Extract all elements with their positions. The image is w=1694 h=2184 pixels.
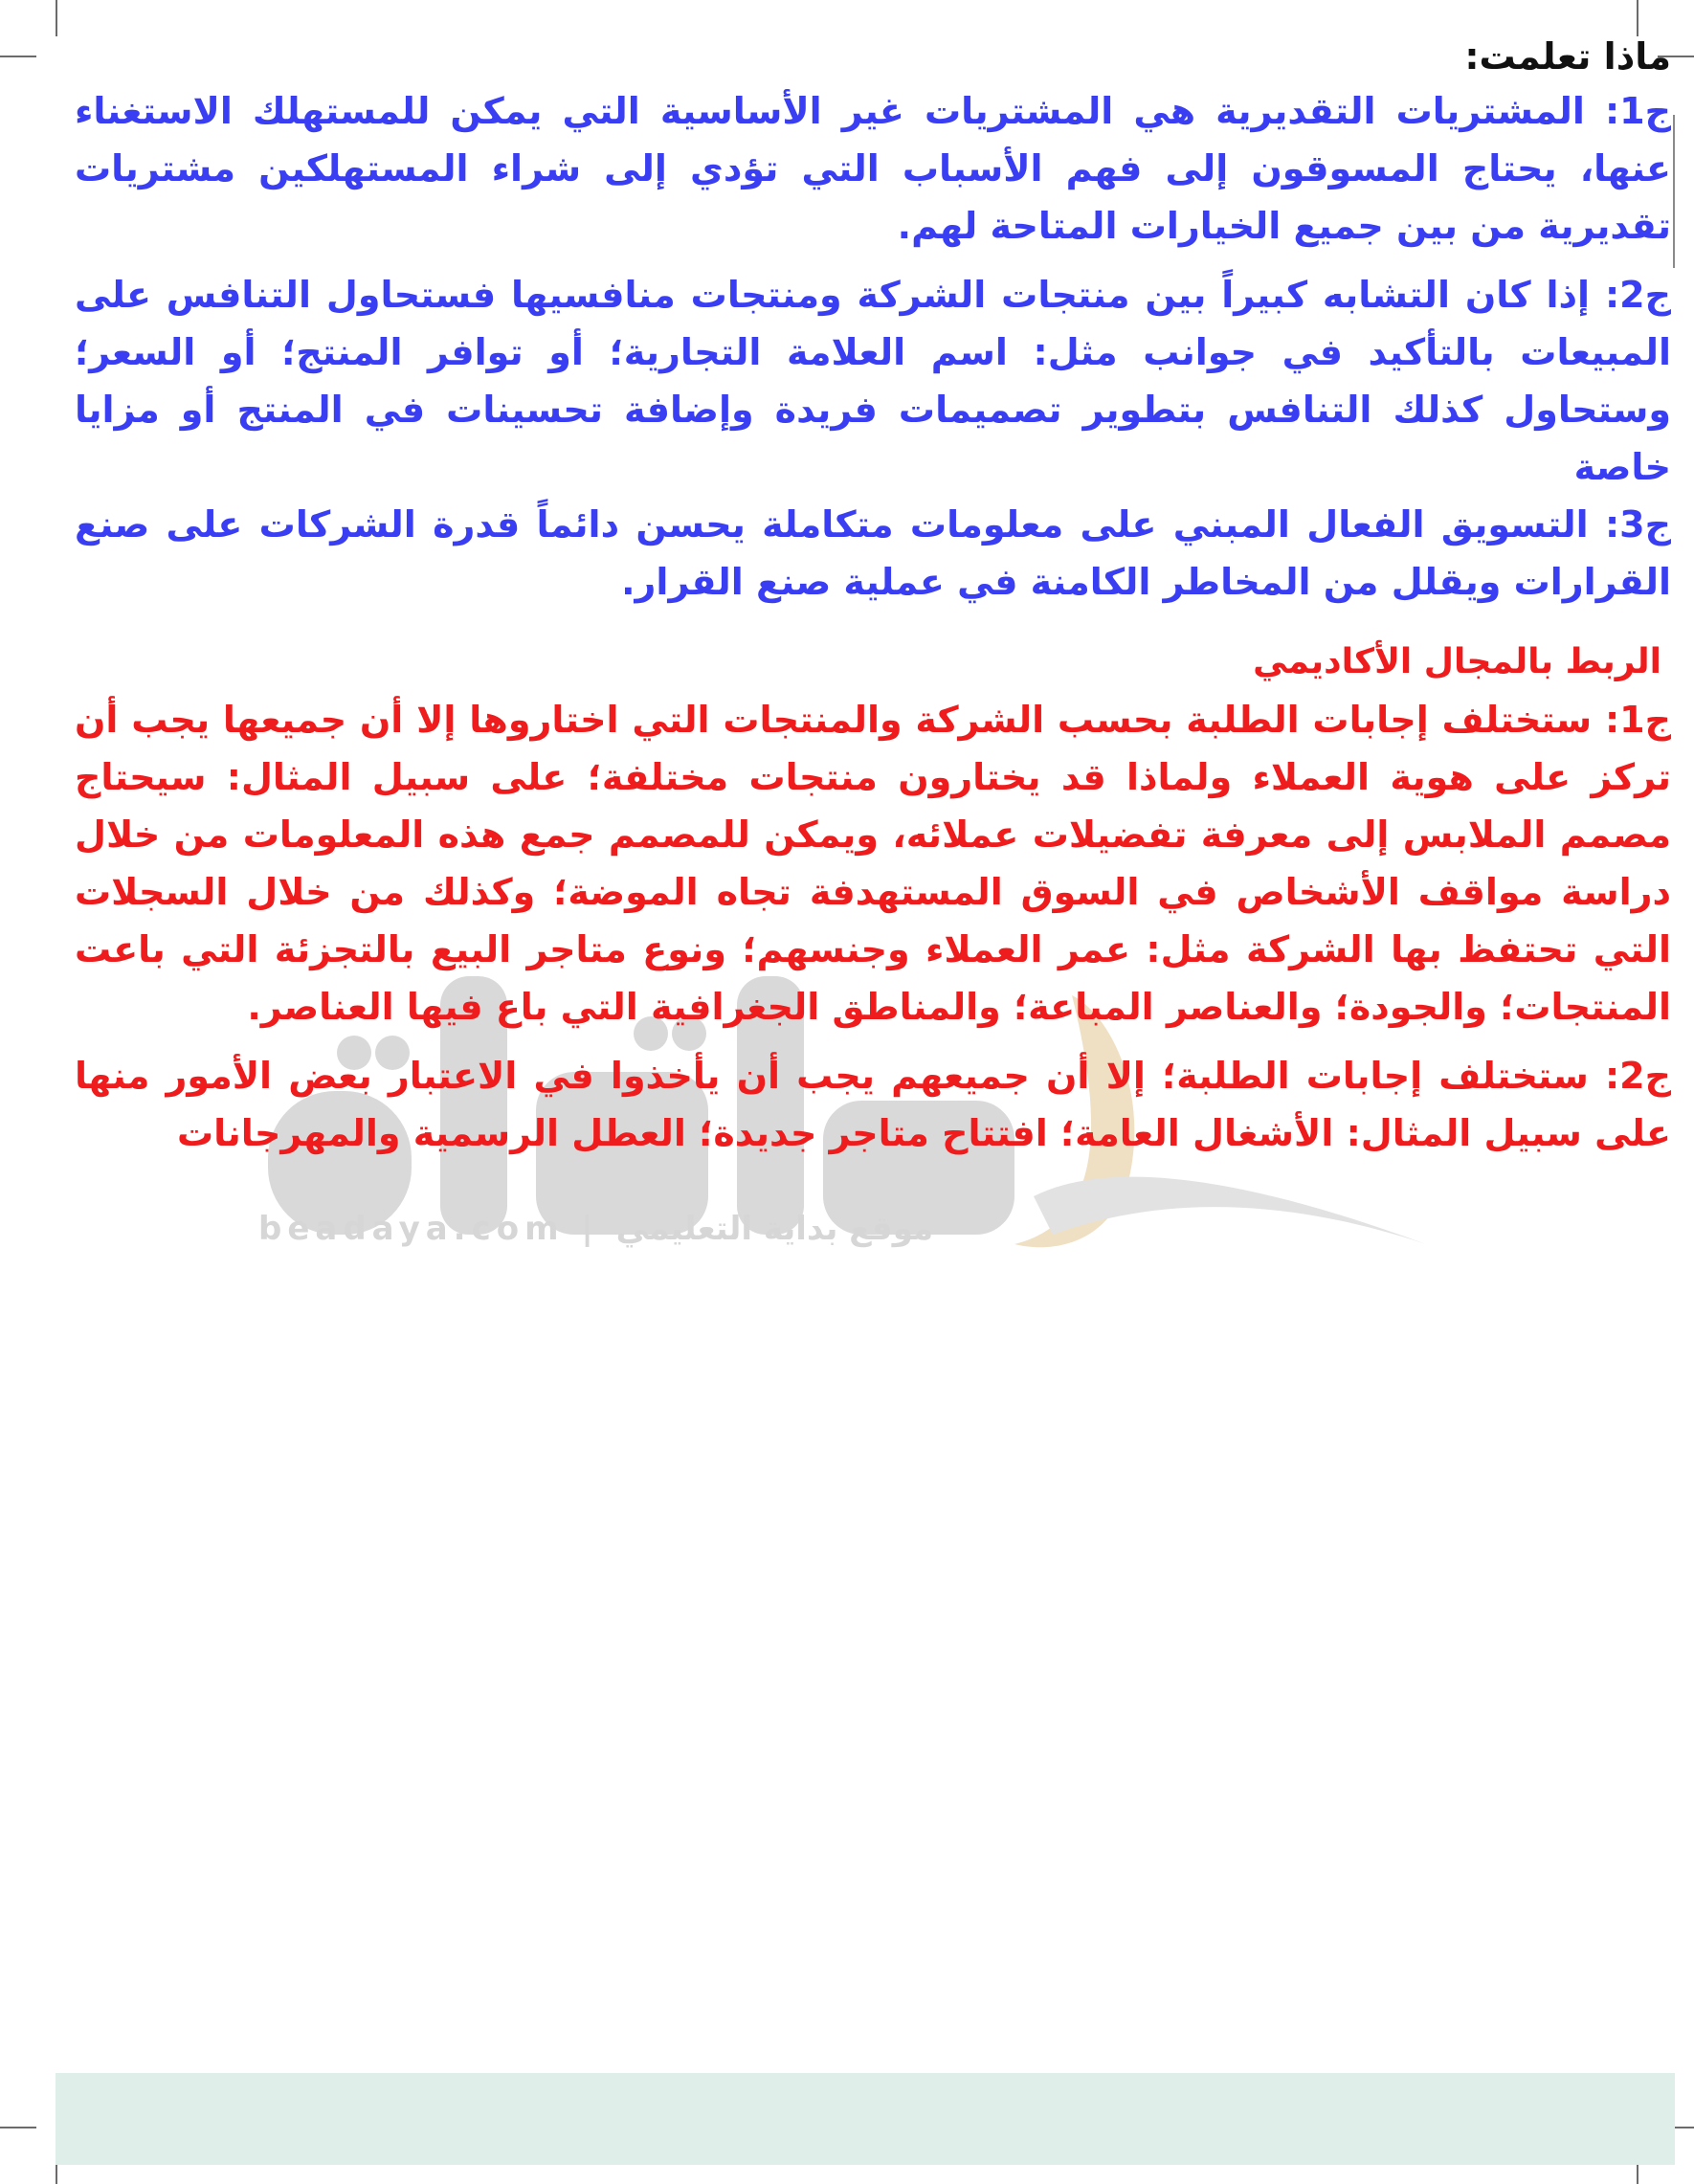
watermark-caption: beadaya.com | موقع بداية التعليمي	[258, 1210, 934, 1248]
answer-text: ستختلف إجابات الطلبة؛ إلا أن جميعهم يجب أن يأخذوا في الاعتبار بعض الأمور منها على سبيل المثال: الأشغال العامة؛ افتتاح متاجر جديدة؛ العطل الرسمية والمهرجانات	[75, 1055, 1671, 1154]
answer-paragraph	[75, 496, 1671, 611]
section-title-academic: الربط بالمجال الأكاديمي	[1253, 642, 1661, 681]
answer-paragraph	[75, 82, 1671, 255]
section-title-what-learned: ماذا تعلمت:	[1464, 35, 1671, 78]
answer-label: ج2:	[1604, 274, 1671, 316]
footer-band	[56, 2073, 1675, 2165]
answer-text: ستختلف إجابات الطلبة بحسب الشركة والمنتجات التي اختاروها إلا أن جميعها يجب أن تركز على هوية العملاء ولماذا قد يختارون منتجات مختلفة؛ على سبيل المثال: سيحتاج مصمم الملابس إلى معرفة تفضيلات عملائه، ويمكن للمصمم جمع هذه المعلومات من خلال دراسة مواقف الأشخاص في السوق المستهدفة تجاه الموضة؛ وكذلك من خلال السجلات التي تحتفظ بها الشركة مثل: عمر العملاء وجنسهم؛ ونوع متاجر البيع بالتجزئة التي باعت المنتجات؛ والجودة؛ والعناصر المباعة؛ والمناطق الجغرافية التي باع فيها العناصر.	[75, 699, 1671, 1028]
crop-mark	[1637, 0, 1638, 36]
answer-label: ج2:	[1604, 1055, 1671, 1097]
answer-label: ج1:	[1604, 90, 1671, 132]
answer-paragraph	[75, 691, 1671, 1036]
margin-line	[1673, 115, 1675, 268]
answer-paragraph	[75, 266, 1671, 496]
answer-text: المشتريات التقديرية هي المشتريات غير الأساسية التي يمكن للمستهلك الاستغناء عنها، يحتاج المسوقون إلى فهم الأسباب التي تؤدي إلى شراء المستهلكين مشتريات تقديرية من بين جميع الخيارات المتاحة لهم.	[75, 90, 1671, 247]
crop-mark	[0, 56, 36, 57]
crop-mark	[56, 0, 57, 36]
answer-label: ج3:	[1604, 503, 1671, 546]
answer-text: إذا كان التشابه كبيراً بين منتجات الشركة ومنتجات منافسيها فستحاول التنافس على المبيعات بالتأكيد في جوانب مثل: اسم العلامة التجارية؛ أو توافر المنتج؛ أو السعر؛ وستحاول كذلك التنافس بتطوير تصميمات فريدة وإضافة تحسينات في المنتج أو مزايا خاصة	[75, 274, 1671, 488]
answer-label: ج1:	[1604, 699, 1671, 741]
crop-mark	[0, 2127, 36, 2128]
answer-text: التسويق الفعال المبني على معلومات متكاملة يحسن دائماً قدرة الشركات على صنع القرارات ويقلل من المخاطر الكامنة في عملية صنع القرار.	[75, 503, 1671, 603]
answers-content	[75, 33, 1671, 1162]
answer-paragraph	[75, 1047, 1671, 1162]
